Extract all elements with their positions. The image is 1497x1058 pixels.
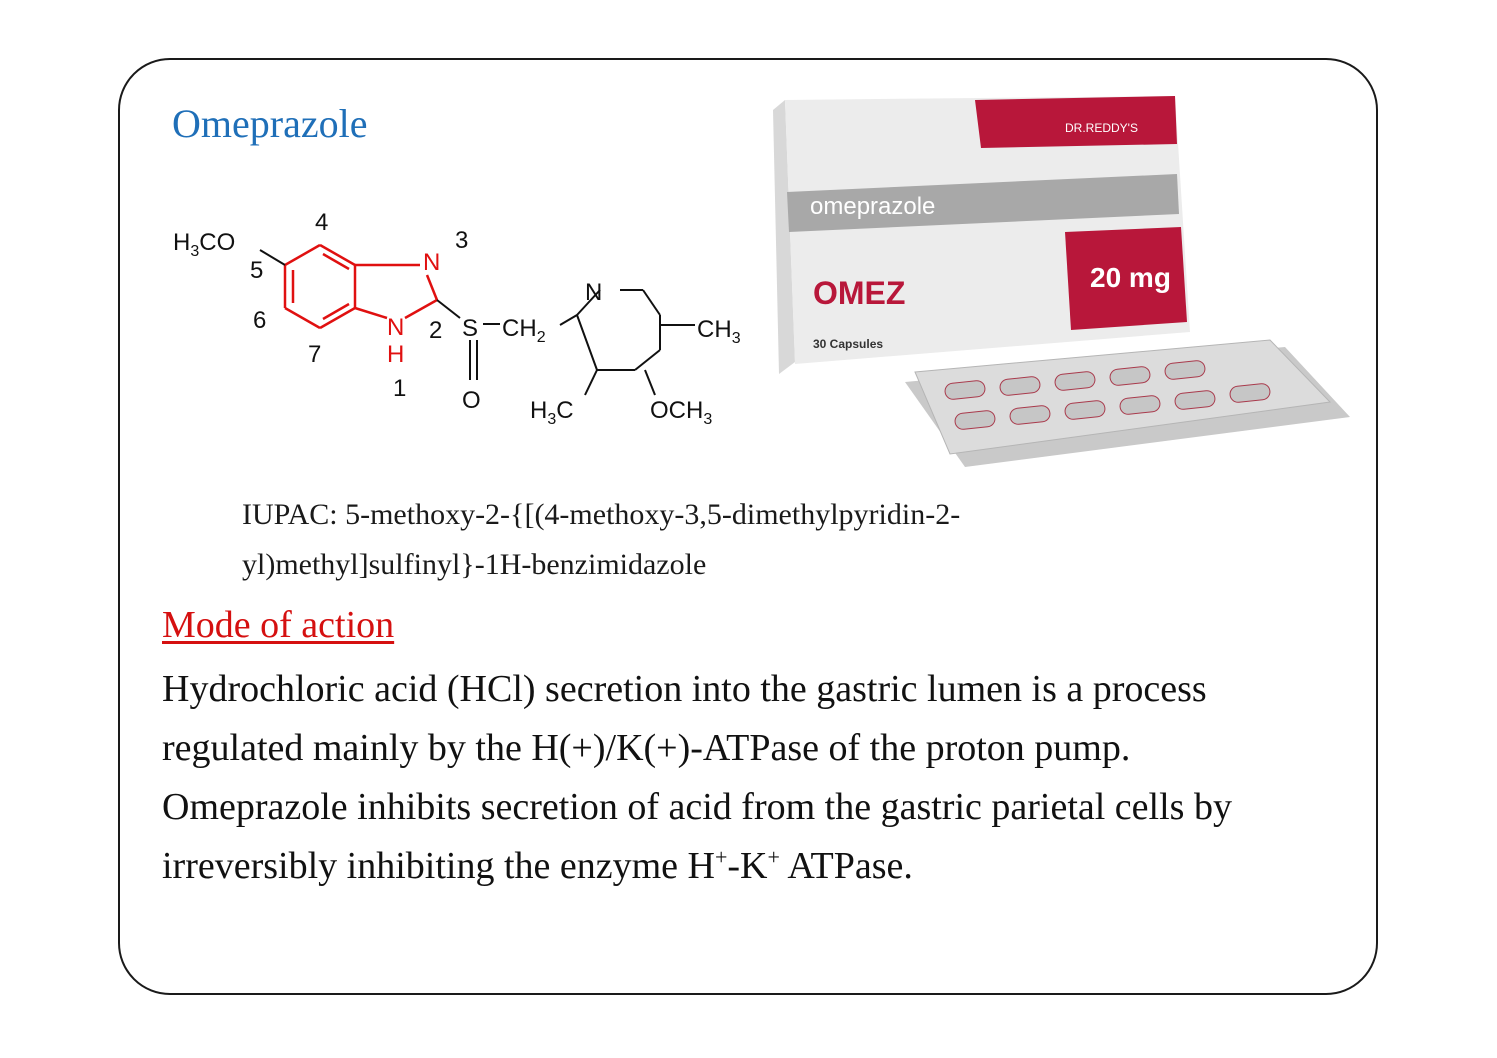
label-h1: H (387, 341, 405, 368)
product-generic-name: omeprazole (810, 193, 936, 220)
paragraph-omeprazole-inhibition (162, 778, 1342, 896)
label-n1: N (387, 314, 405, 341)
paragraph-hcl-secretion: Hydrochloric acid (HCl) secretion into the gastric lumen is a process regulated mainly by the H(+)/K(+)-ATPase of the proton pump. (162, 668, 1207, 769)
label-pyridine-n: N (585, 279, 603, 306)
mode-of-action-heading: Mode of action (162, 604, 395, 646)
label-position-6: 6 (253, 307, 267, 334)
label-position-3: 3 (455, 227, 469, 254)
label-n3: N (423, 249, 441, 276)
label-sulfur: S (462, 315, 479, 342)
benzimidazole-ring (285, 245, 437, 328)
slide-title: Omeprazole (172, 101, 368, 146)
body-text (162, 660, 1342, 896)
paragraph2-mid: -K (727, 845, 768, 887)
product-brand-name: OMEZ (813, 275, 906, 311)
brand-maker-text: DR.REDDY'S (1065, 121, 1138, 135)
label-position-4: 4 (315, 209, 329, 236)
label-position-1: 1 (393, 375, 407, 402)
chemical-structure (165, 200, 765, 435)
paragraph2-prefix: Omeprazole inhibits secretion of acid from the gastric parietal cells by irreversibly inhibiting the enzyme H (162, 786, 1232, 887)
label-h3c: $H_3C$ (530, 397, 574, 428)
iupac-name: IUPAC: 5-methoxy-2-{[(4-methoxy-3,5-dimethylpyridin-2-yl)methyl]sulfinyl}-1H-benzimidazole (242, 498, 961, 581)
label-position-5: 5 (250, 257, 264, 284)
label-ch2: $CH_2$ (502, 315, 546, 346)
label-och3: $OCH_3$ (650, 397, 713, 428)
superscript-plus-1: + (714, 844, 728, 870)
product-photo (765, 82, 1355, 482)
label-position-7: 7 (308, 341, 322, 368)
product-pack-count: 30 Capsules (813, 337, 884, 351)
label-position-2: 2 (429, 317, 443, 344)
label-ch3: $CH_3$ (697, 316, 741, 347)
product-dose: 20 mg (1090, 262, 1171, 293)
paragraph2-suffix: ATPase. (779, 845, 913, 887)
label-oxide: O (462, 387, 481, 414)
label-h3co: $H_3CO$ (173, 229, 236, 260)
superscript-plus-2: + (767, 844, 780, 870)
